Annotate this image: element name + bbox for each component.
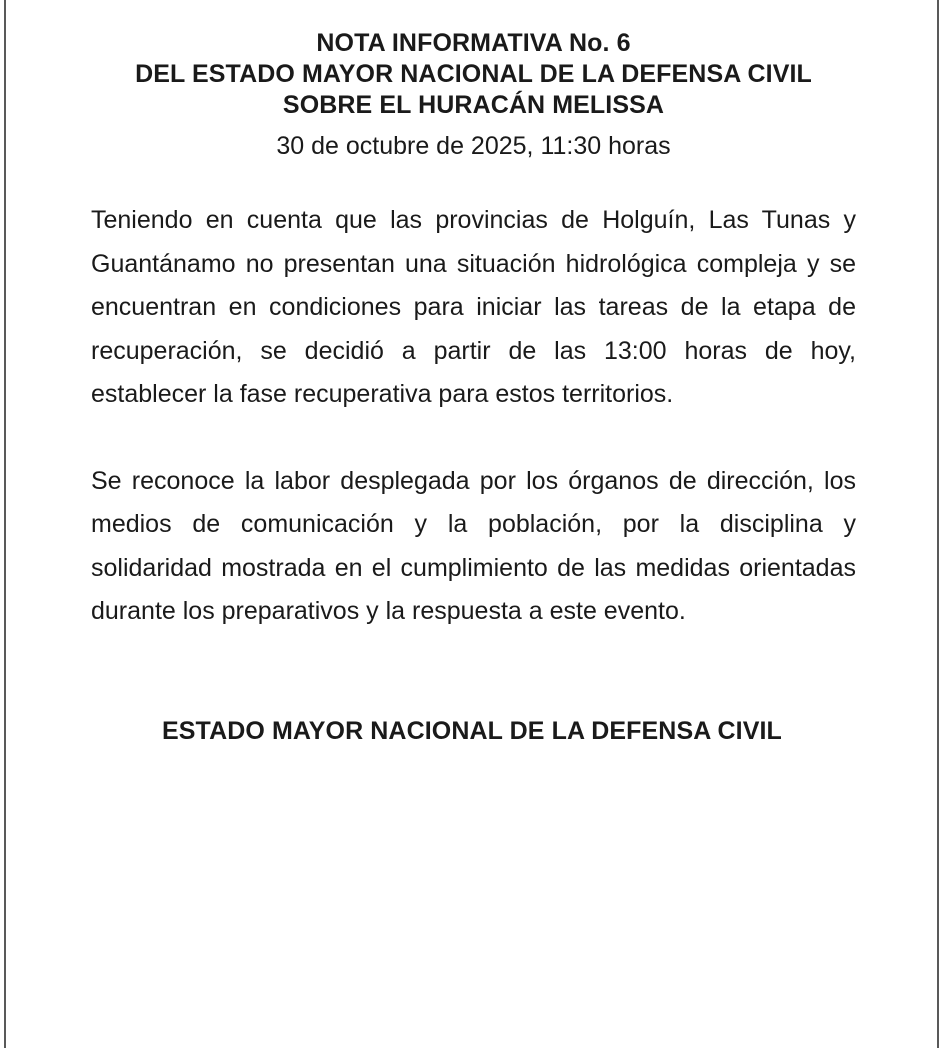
document-header	[91, 0, 856, 162]
header-title-line-1: NOTA INFORMATIVA No. 6	[316, 29, 631, 57]
body-paragraph: Teniendo en cuenta que las provincias de Holguín, Las Tunas y Guantánamo no presentan una situación hidrológica compleja y se encuentran en condiciones para iniciar las tareas de la etapa de recuperación, se decidió a partir de las 13:00 horas de hoy, establecer la fase recuperativa para estos territorios.	[91, 206, 856, 408]
document-content	[91, 0, 856, 747]
body-paragraph: Se reconoce la labor desplegada por los órganos de dirección, los medios de comunicación y la población, por la disciplina y solidaridad mostrada en el cumplimiento de las medidas orientadas durante los preparativos y la respuesta a este evento.	[91, 466, 856, 625]
document-body	[91, 199, 856, 634]
header-date-line: 30 de octubre de 2025, 11:30 horas	[276, 132, 671, 160]
page-right-edge-rule	[937, 0, 939, 1048]
header-title-line-2: DEL ESTADO MAYOR NACIONAL DE LA DEFENSA CIVIL	[135, 60, 812, 88]
header-title-line-3: SOBRE EL HURACÁN MELISSA	[282, 91, 665, 119]
signature-line: ESTADO MAYOR NACIONAL DE LA DEFENSA CIVIL	[162, 716, 782, 745]
page-left-edge-rule	[4, 0, 6, 1048]
